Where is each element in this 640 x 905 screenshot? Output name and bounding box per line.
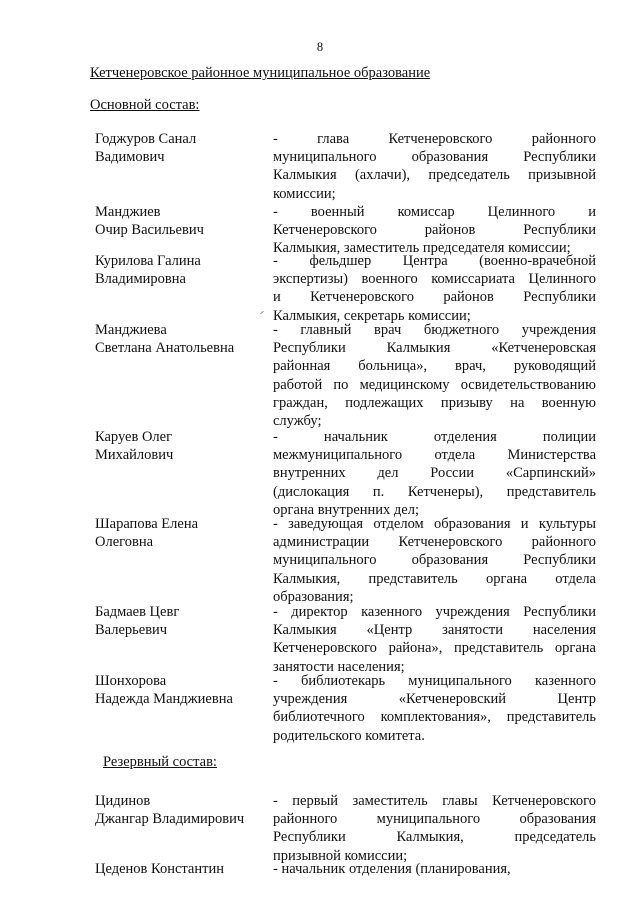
member-role	[273, 860, 596, 878]
member-role-line: - военный комиссар Целинного и	[273, 204, 596, 220]
member-role-line: - директор казенного учреждения Республики	[273, 604, 596, 620]
member-role	[273, 428, 596, 519]
member-name	[95, 321, 265, 357]
member-name-line: Михайлович	[95, 447, 174, 464]
member-role-line: внутренних дел России «Сарпинский»	[273, 465, 596, 482]
member-role-line: Калмыкия (ахлачи), председатель призывной	[273, 167, 596, 184]
member-role	[273, 672, 596, 745]
member-role	[273, 203, 596, 258]
member-role-line: - начальник отделения полиции	[273, 429, 596, 445]
member-role-line: учреждения «Кетченеровский Центр	[273, 691, 596, 708]
member-name-line: Светлана Анатольевна	[95, 340, 235, 357]
member-name	[95, 860, 265, 878]
member-role-line: граждан, подлежащих призыву на военную	[273, 394, 596, 411]
member-role-line: - фельдшер Центра (военно-врачебной	[273, 253, 596, 269]
member-role-line: районная больница», врач, руководящий	[273, 358, 596, 375]
member-role-line: работой по медицинскому освидетельствованию	[273, 376, 596, 393]
member-name-line: Манджиев	[95, 204, 161, 220]
member-role-line: районного муниципального образования	[273, 811, 596, 828]
member-name	[95, 515, 265, 551]
member-name	[95, 252, 265, 288]
member-role-line: Республики Калмыкия, председатель	[273, 829, 596, 846]
reserve-composition-heading: Резервный состав:	[103, 754, 217, 770]
member-name	[95, 428, 265, 464]
member-name-line: Владимировна	[95, 271, 186, 288]
member-role-line: Кетченеровского района», представитель органа	[273, 640, 596, 657]
main-composition-heading: Основной состав:	[90, 97, 200, 113]
member-role	[273, 792, 596, 865]
member-role-line: органа внутренних дел;	[273, 501, 419, 518]
member-role-line: Республики Калмыкия «Кетченеровская	[273, 340, 596, 357]
member-role-line: образования;	[273, 588, 354, 605]
member-role-line: муниципального образования Республики	[273, 552, 596, 569]
member-name-line: Годжуров Санал	[95, 131, 197, 147]
member-role-line: - заведующая отделом образования и культуры	[273, 516, 596, 532]
member-role	[273, 515, 596, 606]
member-name-line: Манджиева	[95, 322, 167, 338]
member-role	[273, 130, 596, 203]
member-name-line: Курилова Галина	[95, 253, 201, 269]
member-name-line: Бадмаев Цевг	[95, 604, 180, 620]
member-name-line: Шарапова Елена	[95, 516, 199, 532]
member-role-line: - главный врач бюджетного учреждения	[273, 322, 596, 338]
member-name-line: Вадимович	[95, 149, 165, 166]
member-name	[95, 792, 265, 828]
page-number: 8	[316, 40, 324, 54]
member-name-line: Цидинов	[95, 793, 151, 809]
member-role-line: муниципального образования Республики	[273, 149, 596, 166]
member-role-line: - первый заместитель главы Кетченеровского	[273, 793, 596, 809]
member-role-line: библиотечного комплектования», представитель	[273, 709, 596, 726]
member-role	[273, 603, 596, 676]
member-role	[273, 321, 596, 430]
member-name	[95, 130, 265, 166]
member-role-line: родительского комитета.	[273, 727, 425, 744]
member-name-line: Очир Васильевич	[95, 222, 204, 239]
member-name-line: Олеговна	[95, 534, 154, 551]
member-role-line: службу;	[273, 413, 322, 430]
member-role-line: комиссии;	[273, 185, 336, 202]
scan-mark	[260, 311, 264, 314]
member-name-line: Цеденов Константин	[95, 861, 224, 877]
member-role-line: Кетченеровского районов Республики	[273, 222, 596, 239]
member-role-line: Калмыкия, секретарь комиссии;	[273, 307, 471, 324]
member-role-line: администрации Кетченеровского районного	[273, 534, 596, 551]
member-role-line: - глава Кетченеровского районного	[273, 131, 596, 147]
member-name	[95, 603, 265, 639]
member-role-line: и Кетченеровского районов Республики	[273, 289, 596, 306]
member-role-line: Калмыкия, заместитель председателя комиссии;	[273, 240, 571, 257]
member-name-line: Надежда Манджиевна	[95, 691, 233, 708]
member-role-line: (дислокация п. Кетченеры), представитель	[273, 483, 596, 500]
member-role-line: межмуниципального отдела Министерства	[273, 447, 596, 464]
member-role-line: призывной комиссии;	[273, 847, 408, 864]
member-role	[273, 252, 596, 325]
member-role-line: Калмыкия, представитель органа отдела	[273, 570, 596, 587]
member-role-line: занятости населения;	[273, 658, 405, 675]
member-name-line: Джангар Владимирович	[95, 811, 245, 828]
district-title: Кетченеровское районное муниципальное образование	[90, 65, 431, 81]
member-name-line: Каруев Олег	[95, 429, 173, 445]
member-role-line: экспертизы) военного комиссариата Целинного	[273, 271, 596, 288]
member-role-line: - библиотекарь муниципального казенного	[273, 673, 596, 689]
member-name-line: Валерьевич	[95, 622, 168, 639]
member-role-line: Калмыкия «Центр занятости населения	[273, 622, 596, 639]
member-role-line: - начальник отделения (планирования,	[273, 861, 511, 877]
member-name	[95, 203, 265, 239]
member-name-line: Шонхорова	[95, 673, 167, 689]
member-name	[95, 672, 265, 708]
